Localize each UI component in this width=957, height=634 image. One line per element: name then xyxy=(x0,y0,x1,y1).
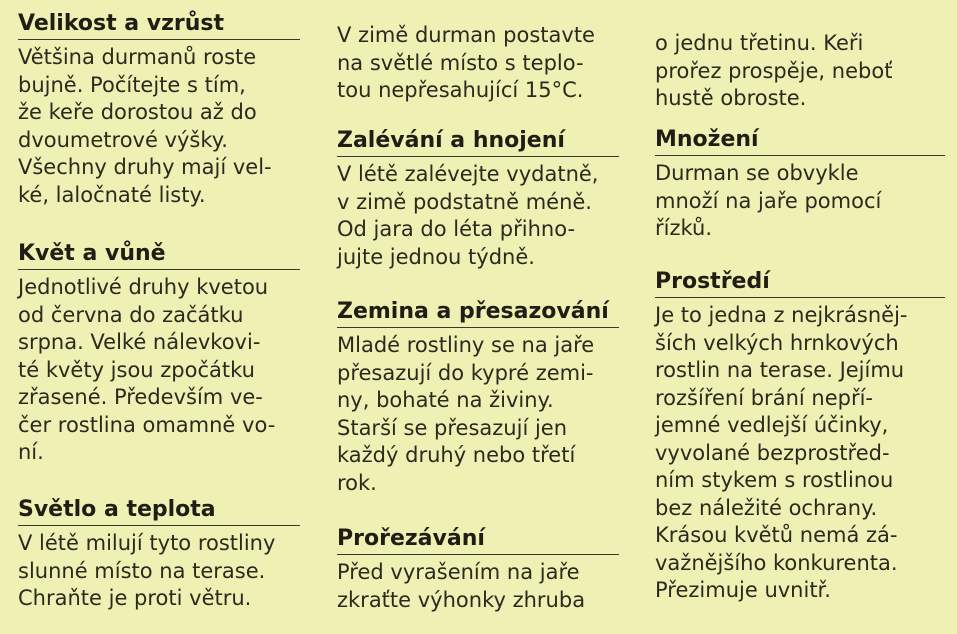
text-line: Mladé rostliny se na jaře xyxy=(337,333,595,357)
text-line: množí na jaře pomocí xyxy=(655,188,882,213)
text-line: rozšíření brání nepří- xyxy=(655,385,873,410)
text-line: srpna. Velké nálevkovi- xyxy=(18,330,261,354)
text-line: Většina durmanů roste xyxy=(18,45,257,69)
text-line: jemné vedlejší účinky, xyxy=(655,413,889,437)
text-line: čer rostlina omamně vo- xyxy=(18,412,276,437)
text-line: Od jara do léta přihno- xyxy=(337,217,576,241)
text-line: zkraťte výhonky zhruba xyxy=(337,587,586,612)
text-line: jujte jednou týdně. xyxy=(337,244,535,269)
text-line: Chraňte je proti větru. xyxy=(18,586,252,610)
section-heading: Zalévání a hnojení xyxy=(337,127,619,157)
text-line: přesazují do kypré zemi- xyxy=(337,360,594,385)
text-line: tou nepřesahující 15°C. xyxy=(337,78,584,102)
text-line: Durman se obvykle xyxy=(655,161,859,185)
text-line: prořez prospěje, neboť xyxy=(655,58,893,83)
text-line: o jednu třetinu. Keři xyxy=(655,31,864,55)
text-line: ších velkých hrnkových xyxy=(655,330,899,355)
text-line: Před vyrašením na jaře xyxy=(337,560,580,584)
section-heading: Prořezávání xyxy=(337,525,619,555)
section-heading: Květ a vůně xyxy=(18,240,300,270)
text-line: Přezimuje uvnitř. xyxy=(655,578,831,602)
text-line: na světlé místo s teplo- xyxy=(337,50,584,75)
section-heading: Prostředí xyxy=(655,268,945,298)
text-line: dvoumetrové výšky. xyxy=(18,127,228,152)
section-light-temperature xyxy=(18,496,300,613)
section-pruning-continued xyxy=(655,30,945,113)
section-heading: Světlo a teplota xyxy=(18,496,300,526)
text-line: Krásou květů nemá zá- xyxy=(655,523,898,547)
text-line: V létě milují tyto rostliny xyxy=(18,531,276,555)
text-line: Všechny druhy mají vel- xyxy=(18,155,272,179)
section-light-temperature-continued xyxy=(337,22,619,105)
section-heading: Množení xyxy=(655,126,945,156)
section-propagation xyxy=(655,126,945,243)
text-line: Je to jedna z nejkrásněj- xyxy=(655,303,908,327)
text-line: té květy jsou zpočátku xyxy=(18,357,255,382)
text-line: od června do začátku xyxy=(18,302,244,327)
text-line: bez náležité ochrany. xyxy=(655,495,878,520)
text-line: Jednotlivé druhy kvetou xyxy=(18,275,269,299)
text-line: zřasené. Především ve- xyxy=(18,385,263,409)
section-heading: Velikost a vzrůst xyxy=(18,10,300,40)
text-line: rostlin na terase. Jejímu xyxy=(655,358,905,382)
text-line: hustě obroste. xyxy=(655,86,807,110)
section-pruning xyxy=(337,525,619,614)
text-line: V zimě durman postavte xyxy=(337,23,595,47)
text-line: V létě zalévejte vydatně, xyxy=(337,162,599,186)
text-line: v zimě podstatně méně. xyxy=(337,189,592,214)
text-line: Starší se přesazují jen xyxy=(337,415,568,440)
section-soil-repotting xyxy=(337,298,619,497)
text-line: ním stykem s rostlinou xyxy=(655,468,894,492)
text-line: že keře dorostou až do xyxy=(18,100,257,124)
text-line: ní. xyxy=(18,440,44,464)
text-line: vyvolané bezprostřed- xyxy=(655,440,890,465)
text-line: slunné místo na terase. xyxy=(18,558,266,583)
text-line: rok. xyxy=(337,470,377,495)
section-heading: Zemina a přesazování xyxy=(337,298,619,328)
text-line: každý druhý nebo třetí xyxy=(337,443,576,467)
text-line: ké, laločnaté listy. xyxy=(18,182,206,207)
text-line: řízků. xyxy=(655,216,712,240)
text-line: bujně. Počítejte s tím, xyxy=(18,72,246,97)
section-environment xyxy=(655,268,945,605)
section-watering-fertilizing xyxy=(337,127,619,271)
text-line: važnějšího konkurenta. xyxy=(655,550,898,575)
section-size-growth xyxy=(18,10,300,209)
text-line: ny, bohaté na živiny. xyxy=(337,388,554,412)
section-flower-scent xyxy=(18,240,300,467)
